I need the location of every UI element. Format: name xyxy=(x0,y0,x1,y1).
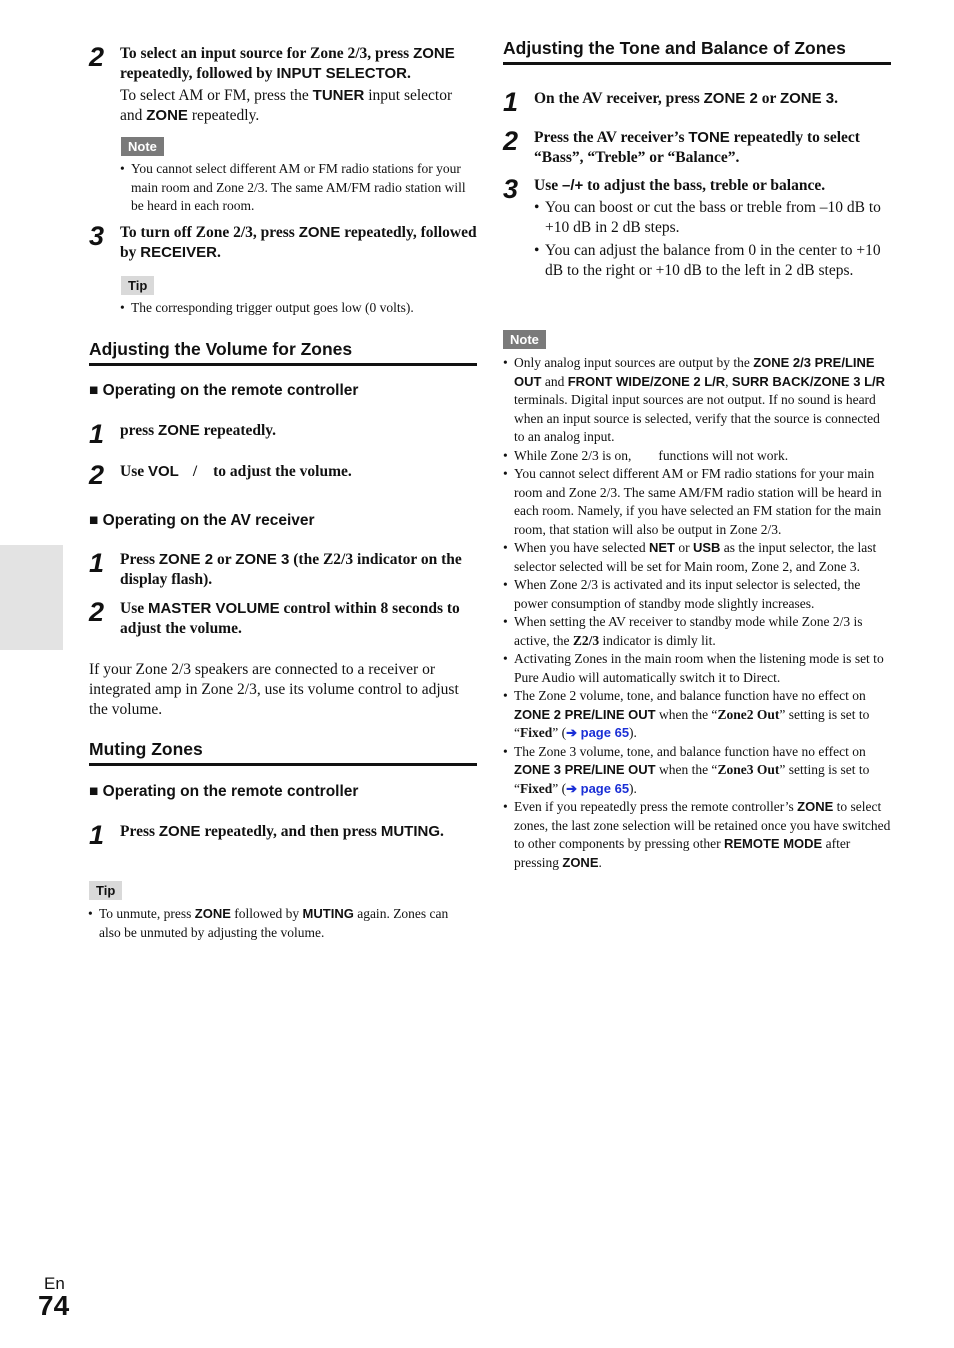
step-instruction: Press ZONE repeatedly, and then press MUTING. xyxy=(120,823,444,840)
section-heading-muting: Muting Zones xyxy=(89,738,477,766)
step-number: 3 xyxy=(89,221,105,251)
tip-badge: Tip xyxy=(89,881,122,900)
page-number: 74 xyxy=(38,1290,70,1321)
page-link[interactable]: ➔ page 65 xyxy=(566,725,630,740)
language-label: En xyxy=(44,1274,65,1293)
note-badge: Note xyxy=(503,330,546,349)
step-bullet: • You can adjust the balance from 0 in the center to +10 dB to the right or +10 dB to the left in 2 dB steps. xyxy=(534,242,881,279)
section-heading-tone: Adjusting the Tone and Balance of Zones xyxy=(503,37,891,65)
step-number: 1 xyxy=(89,820,105,850)
tip-text: • To unmute, press ZONE followed by MUTING again. Zones can also be unmuted by adjusting the volume. xyxy=(99,905,469,942)
step-instruction: press ZONE repeatedly. xyxy=(120,422,277,439)
tip-badge: Tip xyxy=(121,276,154,295)
step-number: 1 xyxy=(89,548,105,578)
note-item: • When Zone 2/3 is activated and its input selector is selected, the power consumption of standby mode slightly increases. xyxy=(514,576,891,613)
note-item: • The Zone 2 volume, tone, and balance function have no effect on ZONE 2 PRE/LINE OUT when the “Zone2 Out” setting is set to “Fixed” (➔ page 65). xyxy=(514,687,891,743)
step-number: 2 xyxy=(503,126,519,156)
step-instruction: Press ZONE 2 or ZONE 3 (the Z2/3 indicator on the display flash). xyxy=(120,551,462,588)
step-number: 1 xyxy=(89,419,105,449)
step-instruction: Use MASTER VOLUME control within 8 seconds to adjust the volume. xyxy=(120,600,460,637)
note-item: • You cannot select different AM or FM radio stations for your main room and Zone 2/3. The same AM/FM radio station will be heard in each room. Namely, if you have selected an FM station for the main room, that station will also be output in Zone 2/3. xyxy=(514,465,891,539)
step-instruction: On the AV receiver, press ZONE 2 or ZONE 3. xyxy=(534,90,838,107)
section-heading-volume: Adjusting the Volume for Zones xyxy=(89,338,477,366)
note-item: • Activating Zones in the main room when the listening mode is set to Pure Audio will automatically switch it to Direct. xyxy=(514,650,891,687)
step-instruction: Press the AV receiver’s TONE repeatedly to select “Bass”, “Treble” or “Balance”. xyxy=(534,129,860,166)
note-item: • The Zone 3 volume, tone, and balance function have no effect on ZONE 3 PRE/LINE OUT when the “Zone3 Out” setting is set to “Fixed” (➔ page 65). xyxy=(514,743,891,799)
step-instruction: To turn off Zone 2/3, press ZONE repeatedly, followed by RECEIVER. xyxy=(120,224,477,261)
step-bullet: • You can boost or cut the bass or treble from –10 dB to +10 dB in 2 dB steps. xyxy=(534,199,881,236)
note-item: • When setting the AV receiver to standby mode while Zone 2/3 is active, the Z2/3 indicator is dimly lit. xyxy=(514,613,891,650)
step-number: 2 xyxy=(89,460,105,490)
subheading-remote: ■ Operating on the remote controller xyxy=(89,382,359,399)
step-number: 1 xyxy=(503,87,519,117)
note-item: • Even if you repeatedly press the remote controller’s ZONE to select zones, the last zone selection will be retained once you have switched to other components by pressing other REMOTE MODE after pressing ZONE. xyxy=(514,798,891,872)
note-item: • When you have selected NET or USB as the input selector, the last selector selected will be set for Main room, Zone 2, and Zone 3. xyxy=(514,539,891,576)
page-link[interactable]: ➔ page 65 xyxy=(566,780,630,796)
notes-list xyxy=(514,354,891,872)
step-instruction: To select an input source for Zone 2/3, press ZONE repeatedly, followed by INPUT SELECTOR. xyxy=(120,45,455,82)
step-number: 2 xyxy=(89,42,105,72)
step-number: 3 xyxy=(503,174,519,204)
subheading-remote: ■ Operating on the remote controller xyxy=(89,783,359,800)
note-text: • You cannot select different AM or FM radio stations for your main room and Zone 2/3. The same AM/FM radio station will be heard in each room. xyxy=(131,160,469,216)
step-instruction: Use VOL / to adjust the volume. xyxy=(120,463,352,480)
subheading-av-receiver: ■ Operating on the AV receiver xyxy=(89,512,315,529)
note-badge: Note xyxy=(121,137,164,156)
note-item: • While Zone 2/3 is on, functions will not work. xyxy=(514,447,891,466)
step-number: 2 xyxy=(89,597,105,627)
step-detail: To select AM or FM, press the TUNER input selector and ZONE repeatedly. xyxy=(120,87,453,124)
step-instruction: Use –/+ to adjust the bass, treble or balance. xyxy=(534,177,826,194)
note-item: • Only analog input sources are output by the ZONE 2/3 PRE/LINE OUT and FRONT WIDE/ZONE 2 L/R, SURR BACK/ZONE 3 L/R terminals. Digital input sources are not output. If no sound is heard when an input source is selected, verify that the source is connected to an analog input. xyxy=(514,354,891,447)
side-tab xyxy=(0,545,63,650)
volume-body-text: If your Zone 2/3 speakers are connected to a receiver or integrated amp in Zone 2/3, use its volume control to adjust the volume. xyxy=(89,661,459,718)
tip-text: • The corresponding trigger output goes low (0 volts). xyxy=(131,299,477,318)
